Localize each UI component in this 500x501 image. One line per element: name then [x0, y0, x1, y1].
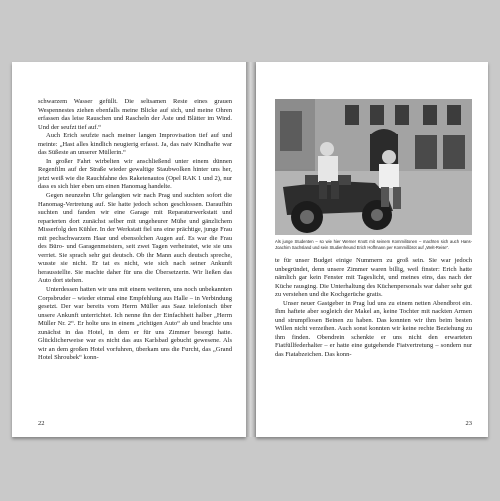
historical-street-photo — [275, 99, 472, 235]
paragraph: Unterdessen hatten wir uns mit einem weiteren, uns noch unbekannten Corpsbruder – wieder einmal eine Empfehlung aus Halle – in Verbindung gesetzt. Der war bereits vom Herrn Müller aus Saaz telefonisch über unsere Ankunft unterrichtet. Ich nenne ihn der Einfachheit halber „Herrn Müller Nr. 2“. Er holte uns in einem „richtigen Auto“ ab und brachte uns zunächst in das Hotel, in dem er für uns Zimmer besorgt hatte. Glücklicherweise war es nicht das aus Karlsbad gebucht gewesene. Als wir an dem großen Hotel vorfuhren, überkam uns die Furcht, das „Grand Hotel Shroubek“ konn- — [38, 286, 232, 362]
photo-illustration — [275, 99, 472, 235]
left-page-text — [38, 98, 232, 363]
paragraph: schwarzem Wasser gefüllt. Die seltsamen Reste eines grauen Wespennestes ziehen ebenfalls meine Blicke auf sich, und meine Ohren erfassen das leise Rauschen und Rascheln der Äste und Blätter im Wind. Und der seufzt tief auf.“ — [38, 98, 232, 131]
book-spread — [0, 62, 500, 442]
right-page-text — [275, 257, 472, 360]
paragraph: Auch Erich seufzte nach meiner langen Improvisation tief auf und meinte: „Hast alles kindlich neugierig erfasst. Ja, das naiv Kindhafte war das Süßeste an unserer Müllerin.“ — [38, 132, 232, 157]
paragraph: Gegen neunzehn Uhr gelangten wir nach Prag und suchten sofort die Hanomag-Vertretung auf. Sie hatte jedoch schon geschlossen. Daraufhin suchten und fanden wir eine Garage mit Reparaturwerkstatt und reparierten dort zunächst selber mit ungeheurer Mühe und gänzlichem Misserfolg den Kühler. In der Werkstatt fiel uns eine prächtige, junge Frau mit pechschwarzem Haar und ebensolchen Augen auf. Es war die Frau des Büro- und Garagenmeisters, seit zwei Tagen verheiratet, wie sie uns verriet. Sie sprach sehr gut deutsch. Ob ihr Mann auch deutsch spreche, wusste sie nicht. Er tat es nicht, wie sich nach seiner Ankunft herausstellte. Sie machte daher für uns die Übersetzerin. Wir ließen das Auto dort stehen. — [38, 192, 232, 285]
paragraph: Unser neuer Gastgeber in Prag lud uns zu einem netten Abendbrot ein. Ihm haftete aber sogleich der Makel an, keine Tochter mit nackten Armen und strumpflosen Beinen zu haben. Das konnten wir ihm beim besten Willen nicht verzeihen. Auch sonst konnten wir keine rechte Beziehung zu ihm finden. Obendrein schenkte er uns nicht den erwarteten Fiatfüllfederhalter – er hatte eine gutgehende Fiatvertretung – sondern nur das Fiatabzeichen. Das konn- — [275, 299, 472, 359]
page-number-right: 23 — [465, 420, 472, 427]
book-gutter — [246, 62, 256, 437]
photo-caption: Als junge Studenten – so wie hier Werner Knott mit seinem Kommilitonen – machten sich auch Hans-Joachim Sachsland und sein Studienfreund Erich Hoffmann per Kommißbrot auf „Welt-Reise“. — [275, 239, 472, 250]
paragraph: te für unser Budget einige Nummern zu groß sein. Sie war jedoch unbegründet, denn unsere Zimmer waren billig, weil finster: Erich hatte nämlich gar kein Fenster mit Tageslicht, und meines eins, das nach der Küche rausging. Die Unterhaltung des Küchenpersonals war daher sehr gut zu verstehen und die Kochgerüche gratis. — [275, 257, 472, 299]
paragraph: In großer Fahrt wirbelten wir anschließend unter einem dünnen Regenfilm auf der Straße wieder gewaltige Staubwolken hinter uns her, jetzt weiß wie die Rauchfahne des Raketenautos (Opel RAK 1 und 2), nur dass es sich hier eben um einen Hanomag handelte. — [38, 157, 232, 191]
left-page — [12, 62, 246, 437]
right-page — [256, 62, 488, 437]
page-number-left: 22 — [38, 420, 45, 427]
